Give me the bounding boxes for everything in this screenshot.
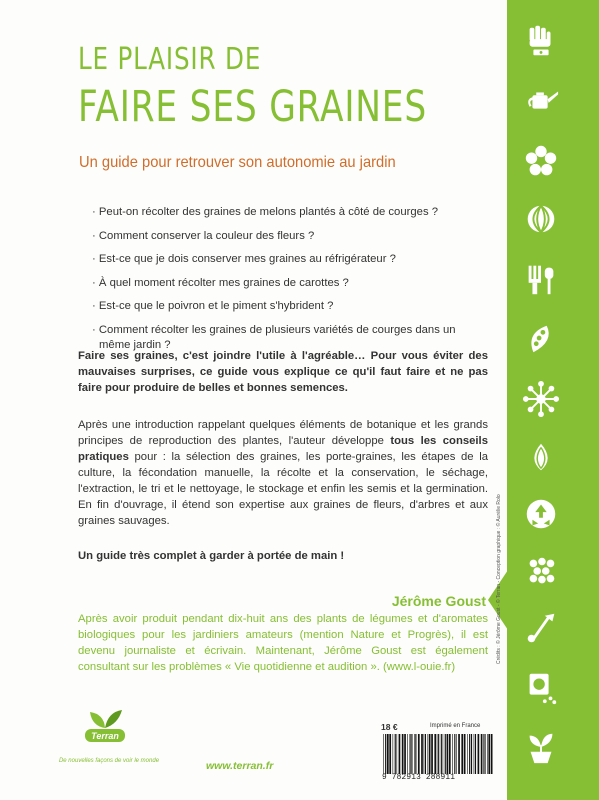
barcode-bar bbox=[437, 734, 438, 774]
publisher-tagline: De nouvelles façons de voir le monde bbox=[58, 758, 160, 764]
body-text-emphasis: tous les conseils pratiques bbox=[78, 435, 488, 463]
barcode-bar bbox=[424, 734, 425, 774]
photo-credits: Crédits : © Jérôme Goust - © Terran - Conception graphique : © Aurélie Rolo bbox=[496, 494, 502, 664]
hand-seeds-icon bbox=[522, 22, 560, 60]
barcode-bar bbox=[467, 734, 468, 774]
barcode-bar bbox=[441, 734, 442, 774]
question-list bbox=[92, 205, 487, 361]
pea-pod-icon bbox=[522, 320, 560, 358]
barcode-bar bbox=[474, 734, 475, 774]
hoe-icon bbox=[522, 610, 560, 648]
barcode-bar bbox=[397, 734, 398, 774]
barcode-bar bbox=[389, 734, 391, 774]
author-bio: Après avoir produit pendant dix-huit ans des plants de légumes et d'aromates biologiques pour les jardiniers amateurs (mention Nature et Progrès), il est devenu journaliste et écrivain. Maintenant, Jérôme Goust est également consultant sur les problèmes « Vie quotidienne et audition ». (www.l-ouie.fr) bbox=[78, 613, 488, 673]
barcode-bar bbox=[458, 734, 460, 774]
barcode-bar bbox=[481, 734, 483, 774]
barcode-bar bbox=[471, 734, 472, 774]
barcode-bar bbox=[461, 734, 463, 774]
barcode-bar bbox=[469, 734, 470, 774]
barcode-bar bbox=[488, 734, 490, 774]
flower-icon bbox=[522, 142, 560, 180]
barcode-bar bbox=[421, 734, 423, 774]
seed-packet-icon bbox=[522, 668, 560, 706]
question-item: · Comment récolter les graines de plusieurs variétés de courges dans un même jardin ? bbox=[92, 323, 456, 351]
seed-burst-icon bbox=[522, 380, 560, 418]
printed-in: Imprimé en France bbox=[430, 723, 481, 729]
question-item: · Est-ce que je dois conserver mes graines au réfrigérateur ? bbox=[92, 253, 396, 265]
icon-strip bbox=[507, 0, 599, 800]
price: 18 € bbox=[381, 722, 398, 732]
barcode-bar bbox=[402, 734, 404, 774]
barcode-bar bbox=[428, 734, 429, 774]
barcode-bar bbox=[434, 734, 436, 774]
barcode-bar bbox=[487, 734, 488, 774]
body-text-start: Après une introduction rappelant quelques éléments de botanique et les grands principes de reproduction des plantes, l'auteur développe bbox=[78, 419, 488, 447]
recycle-icon bbox=[522, 495, 560, 533]
barcode-bar bbox=[438, 734, 439, 774]
barcode-bar bbox=[429, 734, 431, 774]
garden-tools-icon bbox=[522, 260, 560, 298]
barcode-bar bbox=[383, 734, 384, 774]
title-line-2: FAIRE SES GRAINES bbox=[78, 82, 427, 132]
isbn-barcode bbox=[382, 734, 494, 774]
barcode-bar bbox=[484, 734, 485, 774]
question-item: · À quel moment récolter mes graines de carottes ? bbox=[92, 276, 349, 289]
barcode-bar bbox=[407, 734, 408, 774]
publisher-logo bbox=[80, 708, 130, 748]
barcode-bar bbox=[431, 734, 433, 774]
question-item: · Est-ce que le poivron et le piment s'hybrident ? bbox=[92, 300, 334, 312]
barcode-bar bbox=[399, 734, 401, 774]
barcode-bar bbox=[395, 734, 396, 774]
body-text-end: pour : la sélection des graines, les porte-graines, les étapes de la culture, la fécondation manuelle, la récolte et la conservation, le séchage, l'extraction, le tri et le nettoyage, le stockage et enfin les semis et la germination. En fin d'ouvrage, il étend son expertise aux graines de fleurs, d'arbres et aux graines sauvages. bbox=[78, 451, 488, 527]
barcode-bar bbox=[478, 734, 480, 774]
closing-line: Un guide très complet à garder à portée de main ! bbox=[78, 550, 345, 562]
isbn-number: 9 782913 288911 bbox=[382, 774, 456, 782]
barcode-bar bbox=[491, 734, 493, 774]
author-name: Jérôme Goust bbox=[391, 593, 486, 609]
melon-icon bbox=[522, 200, 560, 238]
barcode-bar bbox=[411, 734, 412, 774]
subtitle: Un guide pour retrouver son autonomie au jardin bbox=[79, 154, 396, 171]
onion-icon bbox=[522, 438, 560, 476]
barcode-bar bbox=[415, 734, 416, 774]
barcode-bar bbox=[483, 734, 484, 774]
barcode-bar bbox=[418, 734, 420, 774]
question-item: · Comment conserver la couleur des fleurs ? bbox=[92, 229, 315, 242]
barcode-bar bbox=[454, 734, 455, 774]
barcode-bar bbox=[387, 734, 389, 774]
barcode-bar bbox=[449, 734, 451, 774]
barcode-bar bbox=[385, 734, 386, 774]
barcode-bar bbox=[475, 734, 476, 774]
watering-can-icon bbox=[522, 82, 560, 120]
title-line-1: LE PLAISIR DE bbox=[78, 42, 262, 77]
seed-cluster-icon bbox=[522, 552, 560, 590]
barcode-bar bbox=[414, 734, 415, 774]
sprout-pot-icon bbox=[522, 728, 560, 766]
barcode-bar bbox=[425, 734, 426, 774]
barcode-bar bbox=[456, 734, 457, 774]
barcode-bar bbox=[410, 734, 411, 774]
barcode-bar bbox=[404, 734, 406, 774]
barcode-bar bbox=[445, 734, 446, 774]
publisher-website: www.terran.fr bbox=[206, 760, 274, 772]
barcode-bar bbox=[452, 734, 453, 774]
publisher-logo-text: Terran bbox=[91, 731, 119, 741]
intro-paragraph: Faire ses graines, c'est joindre l'utile à l'agréable… Pour vous éviter des mauvaises surprises, ce guide vous explique ce qu'il faut faire et ne pas faire pour produire de belles et bonnes semences. bbox=[78, 350, 488, 394]
barcode-bar bbox=[393, 734, 394, 774]
body-paragraph bbox=[78, 417, 488, 529]
question-item: · Peut-on récolter des graines de melons plantés à côté de courges ? bbox=[92, 206, 439, 218]
barcode-bar bbox=[443, 734, 444, 774]
barcode-bar bbox=[464, 734, 466, 774]
barcode-bar bbox=[447, 734, 449, 774]
